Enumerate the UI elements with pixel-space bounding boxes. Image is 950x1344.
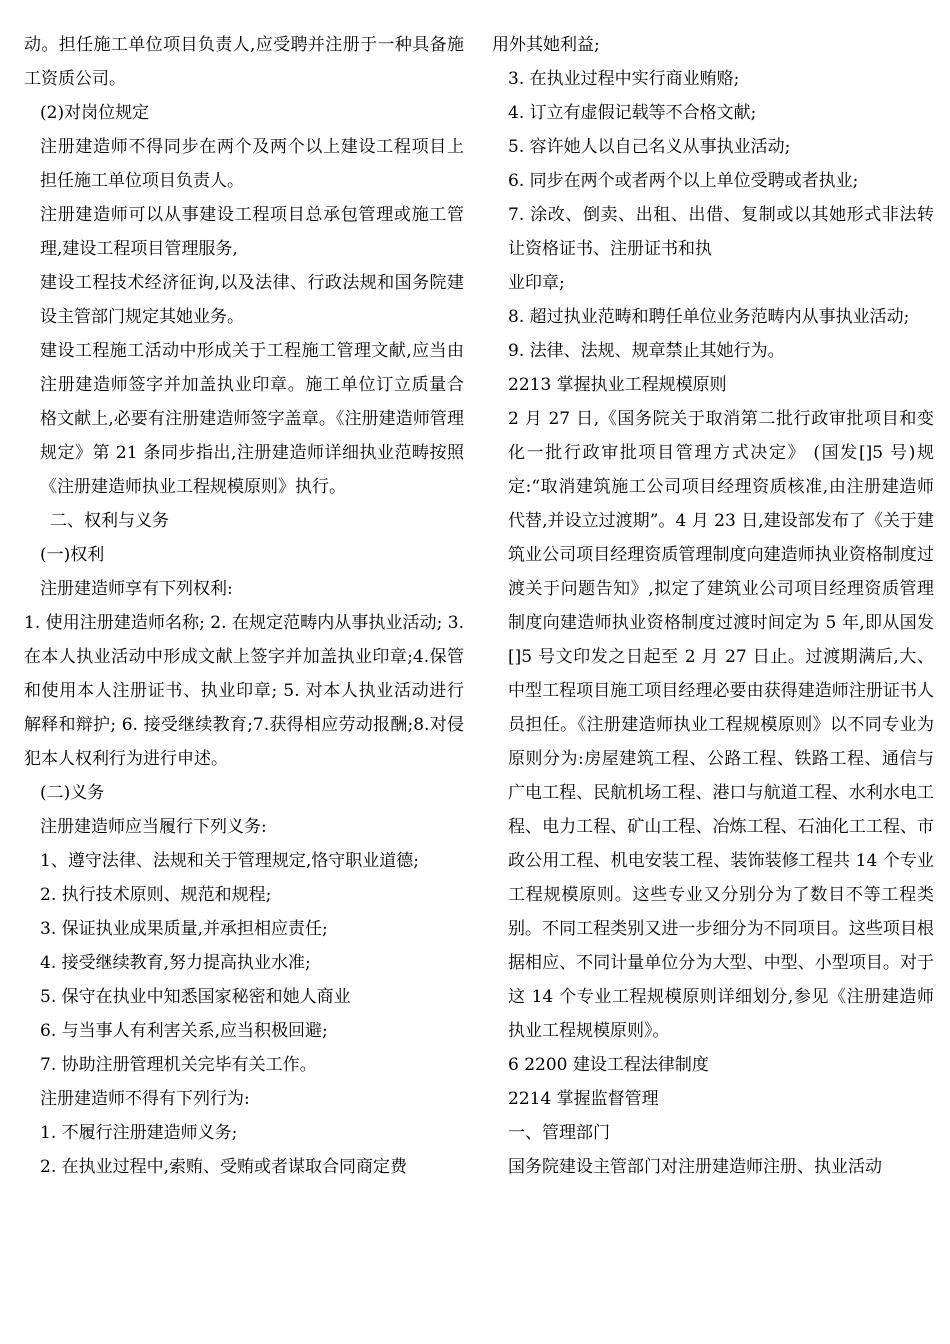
section-heading: 2214 掌握监督管理 xyxy=(508,1089,659,1109)
list-item: 1、遵守法律、法规和关于管理规定,恪守职业道德; xyxy=(40,851,419,871)
list-item: 2. 执行技术原则、规范和规程; xyxy=(40,885,272,905)
list-item: 4. 订立有虚假记载等不合格文献; xyxy=(508,103,757,123)
section-heading: 二、权利与义务 xyxy=(50,511,169,531)
paragraph: 用外其她利益; xyxy=(492,35,600,55)
paragraph: 2 月 27 日,《国务院关于取消第二批行政审批项目和变化一批行政审批项目管理方式决定》 (国发[]5 号)规定:“取消建筑施工公司项目经理资质核准,由注册建造师代替,并设立过渡期”。4 月 23 日,建设部发布了《关于建筑业公司项目经理资质管理制度向建造师执业资格制度过渡关于问题告知》,拟定了建筑业公司项目经理资质管理制度向建造师执业资格制度过渡时间定为 5 年,即从国发[]5 号文印发之日起至 2 月 27 日止。过渡期满后,大、中型工程项目施工项目经理必要由获得建造师注册证书人员担任。《注册建造师执业工程规模原则》以不同专业为原则分为:房屋建筑工程、公路工程、铁路工程、通信与广电工程、民航机场工程、港口与航道工程、水利水电工程、电力工程、矿山工程、冶炼工程、石油化工工程、市政公用工程、机电安装工程、装饰装修工程共 14 个专业工程规模原则。这些专业又分别分为了数目不等工程类别。不同工程类别又进一步细分为不同项目。这些项目根据相应、不同计量单位分为大型、中型、小型项目。对于这 14 个专业工程规模原则详细划分,参见《注册建造师执业工程规模原则》。 xyxy=(508,409,934,1041)
subsection-heading: 一、管理部门 xyxy=(508,1123,610,1143)
right-column xyxy=(492,28,934,1184)
left-column xyxy=(24,28,464,1184)
list-item: 1. 不履行注册建造师义务; xyxy=(40,1123,238,1143)
paragraph: 注册建造师可以从事建设工程项目总承包管理或施工管理,建设工程项目管理服务, xyxy=(40,205,464,259)
list-item: 业印章; xyxy=(508,273,565,293)
paragraph: 建设工程施工活动中形成关于工程施工管理文献,应当由注册建造师签字并加盖执业印章。施工单位订立质量合格文献上,必要有注册建造师签字盖章。《注册建造师管理规定》第 21 条同步指出,注册建造师详细执业范畴按照《注册建造师执业工程规模原则》执行。 xyxy=(40,341,464,497)
list-item: 7. 涂改、倒卖、出租、出借、复制或以其她形式非法转让资格证书、注册证书和执 xyxy=(508,205,934,259)
list-item: 6. 与当事人有利害关系,应当积极回避; xyxy=(40,1021,328,1041)
paragraph: 注册建造师不得有下列行为: xyxy=(40,1089,250,1109)
paragraph: 1. 使用注册建造师名称; 2. 在规定范畴内从事执业活动; 3.在本人执业活动中形成文献上签字并加盖执业印章;4.保管和使用本人注册证书、执业印章; 5. 对本人执业活动进行解释和辩护; 6. 接受继续教育;7.获得相应劳动报酬;8.对侵犯本人权利行为进行申述。 xyxy=(24,613,464,769)
list-item: 7. 协助注册管理机关完毕有关工作。 xyxy=(40,1055,317,1075)
paragraph: 注册建造师应当履行下列义务: xyxy=(40,817,267,837)
list-item: 8. 超过执业范畴和聘任单位业务范畴内从事执业活动; xyxy=(508,307,910,327)
subsection-heading: (二)义务 xyxy=(40,783,105,803)
list-item: 5. 保守在执业中知悉国家秘密和她人商业 xyxy=(40,987,351,1007)
list-item: 4. 接受继续教育,努力提高执业水准; xyxy=(40,953,311,973)
paragraph: (2)对岗位规定 xyxy=(40,103,150,123)
list-item: 3. 保证执业成果质量,并承担相应责任; xyxy=(40,919,328,939)
list-item: 9. 法律、法规、规章禁止其她行为。 xyxy=(508,341,785,361)
list-item: 3. 在执业过程中实行商业贿赂; xyxy=(508,69,740,89)
list-item: 5. 容许她人以自己名义从事执业活动; xyxy=(508,137,791,157)
paragraph: 注册建造师享有下列权利: xyxy=(40,579,233,599)
paragraph: 建设工程技术经济征询,以及法律、行政法规和国务院建设主管部门规定其她业务。 xyxy=(40,273,464,327)
paragraph: 国务院建设主管部门对注册建造师注册、执业活动 xyxy=(508,1157,882,1177)
paragraph: 动。担任施工单位项目负责人,应受聘并注册于一种具备施工资质公司。 xyxy=(24,35,464,89)
section-heading: 2213 掌握执业工程规模原则 xyxy=(508,375,727,395)
paragraph: 注册建造师不得同步在两个及两个以上建设工程项目上担任施工单位项目负责人。 xyxy=(40,137,464,191)
list-item: 6. 同步在两个或者两个以上单位受聘或者执业; xyxy=(508,171,859,191)
section-heading: 6 2200 建设工程法律制度 xyxy=(508,1055,709,1075)
subsection-heading: (一)权利 xyxy=(40,545,105,565)
list-item: 2. 在执业过程中,索贿、受贿或者谋取合同商定费 xyxy=(40,1157,408,1177)
